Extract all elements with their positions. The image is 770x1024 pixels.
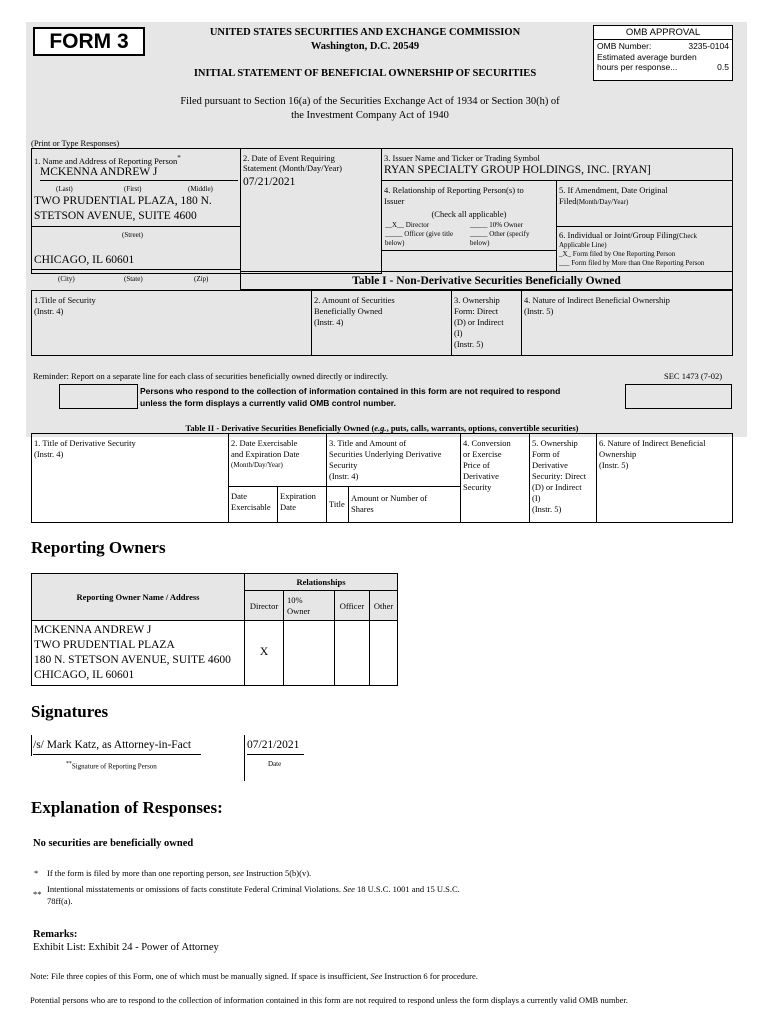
last-label: (Last) bbox=[56, 185, 73, 193]
table2-col5-line1: 5. Ownership bbox=[532, 438, 578, 448]
no-securities-note: No securities are beneficially owned bbox=[33, 838, 194, 849]
table2-col3-line1: 3. Title and Amount of bbox=[329, 438, 407, 448]
table2-amount-1: Amount or Number of bbox=[351, 493, 428, 503]
table2-expiration-2: Date bbox=[280, 502, 297, 512]
check-all-label: (Check all applicable) bbox=[431, 209, 507, 219]
table1-col3-line3: (D) or Indirect bbox=[454, 317, 504, 327]
print-type-note: (Print or Type Responses) bbox=[31, 138, 120, 148]
table1-col4-line2: (Instr. 5) bbox=[524, 306, 554, 316]
table2-col4-line4: Derivative bbox=[463, 471, 499, 481]
filed-pursuant-line2: the Investment Company Act of 1940 bbox=[291, 110, 449, 121]
signature-label-mark: ** bbox=[66, 761, 72, 767]
officer-option-below: below) bbox=[385, 239, 405, 247]
street-label: (Street) bbox=[122, 231, 143, 239]
signature-text: /s/ Mark Katz, as Attorney-in-Fact bbox=[33, 739, 201, 755]
box6-label: 6. Individual or Joint/Group Filing(Check bbox=[559, 230, 698, 240]
footnote1-mark: * bbox=[34, 868, 39, 878]
table2-col3-line4: (Instr. 4) bbox=[329, 471, 359, 481]
zip-label: (Zip) bbox=[194, 275, 209, 283]
box1-star: * bbox=[177, 154, 181, 162]
potential-persons-note: Potential persons who are to respond to the collection of information contained in this form are not required to respond unless the form displays a currently valid OMB number. bbox=[30, 995, 628, 1005]
ten-percent-header-line2: Owner bbox=[287, 606, 311, 616]
table1-col4-line1: 4. Nature of Indirect Beneficial Ownership bbox=[524, 295, 670, 305]
owner-row-other-cell bbox=[369, 620, 398, 686]
reporting-owners-heading: Reporting Owners bbox=[31, 538, 166, 557]
table2-col2-line1: 2. Date Exercisable bbox=[231, 438, 298, 448]
footnote2-see: See bbox=[343, 884, 355, 894]
omb-hours: 0.5 bbox=[717, 62, 729, 72]
box1-label: 1. Name and Address of Reporting Person* bbox=[34, 154, 181, 166]
address-line2: STETSON AVENUE, SUITE 4600 bbox=[34, 210, 197, 222]
middle-label: (Middle) bbox=[188, 185, 213, 193]
omb-approval-box bbox=[593, 25, 733, 81]
signature-date: 07/21/2021 bbox=[247, 739, 304, 755]
state-label: (State) bbox=[124, 275, 143, 283]
ten-percent-option: _____ 10% Owner bbox=[470, 221, 523, 229]
box6-check-applicable: Applicable Line) bbox=[559, 241, 607, 249]
box6-one-person: _X_ Form filed by One Reporting Person bbox=[559, 250, 676, 258]
owners-name-header-label: Reporting Owner Name / Address bbox=[76, 592, 200, 602]
owner-line4: CHICAGO, IL 60601 bbox=[34, 669, 135, 681]
table2-date-exercisable-1: Date bbox=[231, 491, 248, 501]
owner-line2: TWO PRUDENTIAL PLAZA bbox=[34, 639, 175, 651]
table2-col6-line1: 6. Nature of Indirect Beneficial bbox=[599, 438, 706, 448]
table1-title: Table I - Non-Derivative Securities Beneficially Owned bbox=[240, 271, 733, 290]
omb-burden-line1: Estimated average burden bbox=[597, 52, 697, 62]
omb-burden-line2: hours per response... bbox=[597, 62, 678, 72]
persons-line1: Persons who respond to the collection of information contained in this form are not required to respond bbox=[140, 386, 561, 396]
box5-label-filed: Filed(Month/Day/Year) bbox=[559, 196, 629, 206]
other-option: _____ Other (specify bbox=[470, 230, 530, 238]
table2-col5-line3: Derivative bbox=[532, 460, 568, 470]
owner-line1: MCKENNA ANDREW J bbox=[34, 624, 152, 636]
reminder-left-box bbox=[59, 384, 138, 409]
footnote2: Intentional misstatements or omissions of facts constitute Federal Criminal Violations. See 18 U.S.C. 1001 and 15 U.S.C. bbox=[47, 884, 460, 894]
table2-col4-line1: 4. Conversion bbox=[463, 438, 511, 448]
owner-row-officer-cell bbox=[334, 620, 370, 686]
reminder-right-box bbox=[625, 384, 732, 409]
reporting-person-name: MCKENNA ANDREW J bbox=[40, 166, 238, 181]
table2-col2-line3: (Month/Day/Year) bbox=[231, 461, 283, 469]
table2-col1-line1: 1. Title of Derivative Security bbox=[34, 438, 136, 448]
city-label: (City) bbox=[58, 275, 75, 283]
table1-col3-line2: Form: Direct bbox=[454, 306, 499, 316]
table2-col3-line2: Securities Underlying Derivative bbox=[329, 449, 442, 459]
officer-option: _____ Officer (give title bbox=[385, 230, 454, 238]
table2-expiration-1: Expiration bbox=[280, 491, 316, 501]
agency-location: Washington, D.C. 20549 bbox=[310, 41, 420, 52]
agency-name: UNITED STATES SECURITIES AND EXCHANGE COMMISSION bbox=[209, 27, 521, 38]
table2-title: Table II - Derivative Securities Beneficially Owned (e.g., puts, calls, warrants, options, convertible securities) bbox=[185, 423, 579, 433]
persons-line2: unless the form displays a currently valid OMB control number. bbox=[140, 398, 397, 408]
table2-col4-line5: Security bbox=[463, 482, 492, 492]
table1-col2-line2: Beneficially Owned bbox=[314, 306, 383, 316]
table2-amount-2: Shares bbox=[351, 504, 374, 514]
table2-col5-line4: Security: Direct bbox=[532, 471, 587, 481]
table1-col2-line3: (Instr. 4) bbox=[314, 317, 344, 327]
box2-label-line1: 2. Date of Event Requiring bbox=[243, 153, 335, 163]
table2-col5-line6: (I) bbox=[532, 493, 541, 503]
remarks-label: Remarks: bbox=[33, 929, 78, 940]
table2-col3-line3: Security bbox=[329, 460, 358, 470]
table2-col2-line2: and Expiration Date bbox=[231, 449, 300, 459]
statement-title: INITIAL STATEMENT OF BENEFICIAL OWNERSHIP OF SECURITIES bbox=[193, 68, 537, 79]
reminder-text: Reminder: Report on a separate line for each class of securities beneficially owned directly or indirectly. bbox=[33, 371, 388, 381]
director-option: __X__ Director bbox=[385, 221, 430, 229]
first-label: (First) bbox=[124, 185, 142, 193]
signatures-heading: Signatures bbox=[31, 702, 109, 721]
table2-col6-line2: Ownership bbox=[599, 449, 637, 459]
box4-label-line2: Issuer bbox=[384, 196, 405, 206]
footnote1: If the form is filed by more than one reporting person, see Instruction 5(b)(v). bbox=[47, 868, 312, 878]
table2-col4-line3: Price of bbox=[463, 460, 490, 470]
footnote1-see: see bbox=[233, 868, 244, 878]
table2-col6-line3: (Instr. 5) bbox=[599, 460, 629, 470]
note-copies-see: See bbox=[370, 971, 383, 981]
officer-header-label: Officer bbox=[339, 601, 365, 611]
table1-col3-line1: 3. Ownership bbox=[454, 295, 500, 305]
footnote2-line2: 78ff(a). bbox=[47, 896, 73, 906]
owner-row-ten-percent-cell bbox=[283, 620, 335, 686]
omb-title: OMB APPROVAL bbox=[594, 26, 732, 40]
table2-col5-line7: (Instr. 5) bbox=[532, 504, 562, 514]
owner-line3: 180 N. STETSON AVENUE, SUITE 4600 bbox=[34, 654, 231, 666]
box3-label: 3. Issuer Name and Ticker or Trading Symbol bbox=[384, 153, 540, 163]
table1-col2-line1: 2. Amount of Securities bbox=[314, 295, 395, 305]
box2-label-line2: Statement (Month/Day/Year) bbox=[243, 163, 342, 173]
table2-title-sub: Title bbox=[329, 499, 345, 509]
director-mark: X bbox=[259, 646, 269, 658]
other-header-label: Other bbox=[373, 601, 394, 611]
sec-number: SEC 1473 (7-02) bbox=[664, 371, 723, 381]
box4-label-line1: 4. Relationship of Reporting Person(s) to bbox=[384, 185, 524, 195]
form-label: FORM 3 bbox=[33, 27, 145, 56]
box5-format: (Month/Day/Year) bbox=[576, 198, 629, 206]
explanation-heading: Explanation of Responses: bbox=[31, 798, 223, 817]
table2-col5-line2: Form of bbox=[532, 449, 560, 459]
date-label: Date bbox=[268, 760, 282, 768]
footnote2-mark: ** bbox=[33, 889, 42, 899]
table2-col1-line2: (Instr. 4) bbox=[34, 449, 64, 459]
city-line: CHICAGO, IL 60601 bbox=[34, 254, 135, 266]
box5-label: 5. If Amendment, Date Original bbox=[559, 185, 668, 195]
note-copies: Note: File three copies of this Form, one of which must be manually signed. If space is insufficient, See Instruction 6 for procedure. bbox=[30, 971, 478, 981]
table2-title-eg: e.g. bbox=[374, 423, 387, 433]
relationships-label: Relationships bbox=[296, 577, 346, 587]
signature-label: **Signature of Reporting Person bbox=[66, 761, 157, 771]
table2-date-exercisable-2: Exercisable bbox=[231, 502, 271, 512]
event-date: 07/21/2021 bbox=[243, 176, 296, 188]
address-line1: TWO PRUDENTIAL PLAZA, 180 N. bbox=[34, 195, 212, 207]
remarks-text: Exhibit List: Exhibit 24 - Power of Attorney bbox=[33, 942, 219, 953]
omb-number: 3235-0104 bbox=[688, 41, 729, 51]
table1-col3-line5: (Instr. 5) bbox=[454, 339, 484, 349]
filed-pursuant-line1: Filed pursuant to Section 16(a) of the Securities Exchange Act of 1934 or Section 30(h) of bbox=[180, 96, 560, 107]
table1-col1-line2: (Instr. 4) bbox=[34, 306, 64, 316]
table2-col5-line5: (D) or Indirect bbox=[532, 482, 582, 492]
box6-more-persons: ___ Form filed by More than One Reporting Person bbox=[559, 259, 705, 267]
issuer-name: RYAN SPECIALTY GROUP HOLDINGS, INC. [RYAN] bbox=[384, 164, 651, 176]
table2-col4-line2: or Exercise bbox=[463, 449, 502, 459]
table1-col3-line4: (I) bbox=[454, 328, 463, 338]
other-option-below: below) bbox=[470, 239, 490, 247]
director-header-label: Director bbox=[249, 601, 279, 611]
ten-percent-header-line1: 10% bbox=[287, 595, 303, 605]
box6-check: (Check bbox=[676, 232, 698, 240]
omb-number-label: OMB Number: bbox=[597, 41, 652, 51]
table1-col1-line1: 1.Title of Security bbox=[34, 295, 96, 305]
